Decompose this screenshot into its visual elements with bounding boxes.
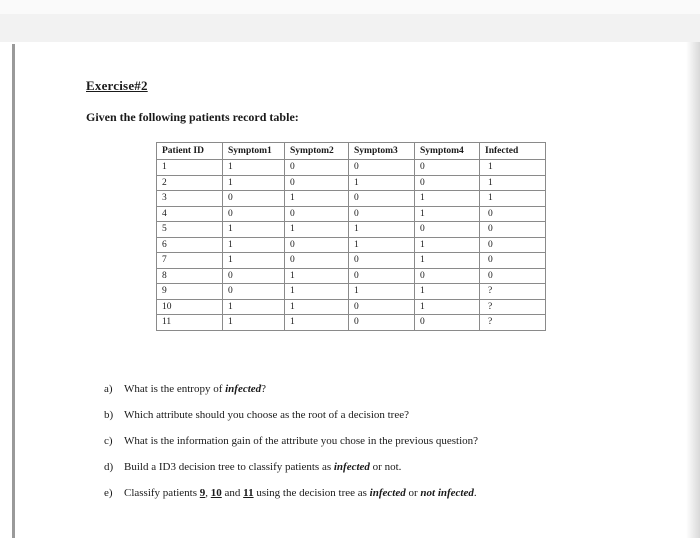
cell-symptom3: 1 xyxy=(349,284,415,300)
column-header-symptom4: Symptom4 xyxy=(415,143,480,160)
cell-patient-id: 8 xyxy=(157,268,223,284)
cell-symptom4: 1 xyxy=(415,299,480,315)
cell-symptom2: 1 xyxy=(285,222,349,238)
cell-symptom2: 0 xyxy=(285,175,349,191)
cell-symptom2: 1 xyxy=(285,299,349,315)
cell-symptom1: 1 xyxy=(223,299,285,315)
cell-patient-id: 2 xyxy=(157,175,223,191)
table-row xyxy=(157,222,546,238)
right-edge-shadow xyxy=(686,42,700,538)
cell-patient-id: 7 xyxy=(157,253,223,269)
question-text-or: or xyxy=(405,487,421,499)
cell-symptom3: 0 xyxy=(349,299,415,315)
question-text-end: . xyxy=(473,487,477,499)
cell-symptom2: 0 xyxy=(285,160,349,176)
top-strip xyxy=(0,0,700,14)
cell-symptom4: 1 xyxy=(415,191,480,207)
question-text: What is the entropy of xyxy=(124,383,226,395)
cell-symptom2: 1 xyxy=(285,268,349,284)
cell-patient-id: 10 xyxy=(157,299,223,315)
question-d xyxy=(104,460,478,486)
emphasis-infected: infected xyxy=(333,461,370,473)
cell-symptom3: 0 xyxy=(349,160,415,176)
question-a xyxy=(104,382,478,408)
cell-symptom2: 0 xyxy=(285,206,349,222)
cell-infected: ? xyxy=(480,299,546,315)
cell-symptom1: 0 xyxy=(223,268,285,284)
cell-symptom3: 0 xyxy=(349,315,415,331)
cell-infected: 0 xyxy=(480,253,546,269)
question-marker: d) xyxy=(104,461,114,473)
cell-symptom3: 1 xyxy=(349,175,415,191)
column-header-symptom1: Symptom1 xyxy=(223,143,285,160)
cell-symptom2: 1 xyxy=(285,284,349,300)
cell-symptom4: 1 xyxy=(415,206,480,222)
separator: and xyxy=(221,487,244,499)
cell-symptom1: 0 xyxy=(223,284,285,300)
cell-patient-id: 9 xyxy=(157,284,223,300)
cell-symptom1: 1 xyxy=(223,253,285,269)
cell-symptom4: 1 xyxy=(415,284,480,300)
table-row xyxy=(157,175,546,191)
cell-patient-id: 11 xyxy=(157,315,223,331)
column-header-infected: Infected xyxy=(480,143,546,160)
question-b xyxy=(104,408,478,434)
emphasis-infected: infected xyxy=(369,487,406,499)
table-row xyxy=(157,160,546,176)
cell-symptom3: 0 xyxy=(349,191,415,207)
cell-symptom3: 1 xyxy=(349,222,415,238)
question-marker: c) xyxy=(104,435,113,447)
question-text-end: or not. xyxy=(369,461,402,473)
cell-symptom4: 0 xyxy=(415,315,480,331)
cell-symptom3: 0 xyxy=(349,268,415,284)
cell-infected: 0 xyxy=(480,206,546,222)
cell-symptom4: 0 xyxy=(415,160,480,176)
table-row xyxy=(157,253,546,269)
cell-symptom2: 0 xyxy=(285,237,349,253)
left-margin-rule xyxy=(12,44,15,538)
cell-patient-id: 6 xyxy=(157,237,223,253)
cell-symptom4: 1 xyxy=(415,253,480,269)
cell-symptom1: 0 xyxy=(223,191,285,207)
table-header-row xyxy=(157,143,546,160)
table-row xyxy=(157,299,546,315)
table-row xyxy=(157,284,546,300)
column-header-patient-id: Patient ID xyxy=(157,143,223,160)
question-text: Which attribute should you choose as the root of a decision tree? xyxy=(124,409,409,421)
question-text: Classify patients xyxy=(124,487,200,499)
cell-infected: 0 xyxy=(480,222,546,238)
cell-infected: 0 xyxy=(480,268,546,284)
question-marker: a) xyxy=(104,383,113,395)
cell-infected: 1 xyxy=(480,191,546,207)
cell-infected: 1 xyxy=(480,160,546,176)
patients-record-table xyxy=(156,142,546,331)
cell-patient-id: 1 xyxy=(157,160,223,176)
emphasis-not-infected: not infected xyxy=(420,487,474,499)
cell-patient-id: 4 xyxy=(157,206,223,222)
cell-infected: 0 xyxy=(480,237,546,253)
question-text-mid: using the decision tree as xyxy=(253,487,370,499)
cell-symptom1: 0 xyxy=(223,206,285,222)
question-e xyxy=(104,486,478,512)
cell-infected: 1 xyxy=(480,175,546,191)
cell-symptom2: 0 xyxy=(285,253,349,269)
cell-symptom4: 0 xyxy=(415,268,480,284)
cell-symptom1: 1 xyxy=(223,237,285,253)
cell-symptom4: 0 xyxy=(415,222,480,238)
cell-patient-id: 3 xyxy=(157,191,223,207)
table-row xyxy=(157,268,546,284)
column-header-symptom3: Symptom3 xyxy=(349,143,415,160)
question-text-end: ? xyxy=(261,383,267,395)
cell-patient-id: 5 xyxy=(157,222,223,238)
patient-ref-9: 9 xyxy=(199,487,206,499)
cell-symptom1: 1 xyxy=(223,160,285,176)
emphasis-infected: infected xyxy=(225,383,262,395)
question-text: What is the information gain of the attribute you chose in the previous question? xyxy=(124,435,479,447)
table-row xyxy=(157,191,546,207)
cell-symptom4: 1 xyxy=(415,237,480,253)
exercise-heading: Exercise#2 xyxy=(86,78,148,93)
cell-infected: ? xyxy=(480,284,546,300)
column-header-symptom2: Symptom2 xyxy=(285,143,349,160)
cell-symptom3: 1 xyxy=(349,237,415,253)
cell-symptom3: 0 xyxy=(349,206,415,222)
cell-symptom1: 1 xyxy=(223,222,285,238)
question-marker: b) xyxy=(104,409,114,421)
table-row xyxy=(157,206,546,222)
table-row xyxy=(157,315,546,331)
cell-symptom2: 1 xyxy=(285,315,349,331)
table-row xyxy=(157,237,546,253)
cell-symptom1: 1 xyxy=(223,315,285,331)
question-list xyxy=(104,382,478,512)
cell-symptom3: 0 xyxy=(349,253,415,269)
patient-ref-10: 10 xyxy=(210,487,222,499)
question-c xyxy=(104,434,478,460)
cell-symptom1: 1 xyxy=(223,175,285,191)
separator: , xyxy=(205,487,211,499)
cell-symptom4: 0 xyxy=(415,175,480,191)
cell-symptom2: 1 xyxy=(285,191,349,207)
patient-ref-11: 11 xyxy=(243,487,254,499)
question-text: Build a ID3 decision tree to classify patients as xyxy=(124,461,334,473)
question-marker: e) xyxy=(104,487,113,499)
intro-text: Given the following patients record table: xyxy=(86,110,299,124)
cell-infected: ? xyxy=(480,315,546,331)
